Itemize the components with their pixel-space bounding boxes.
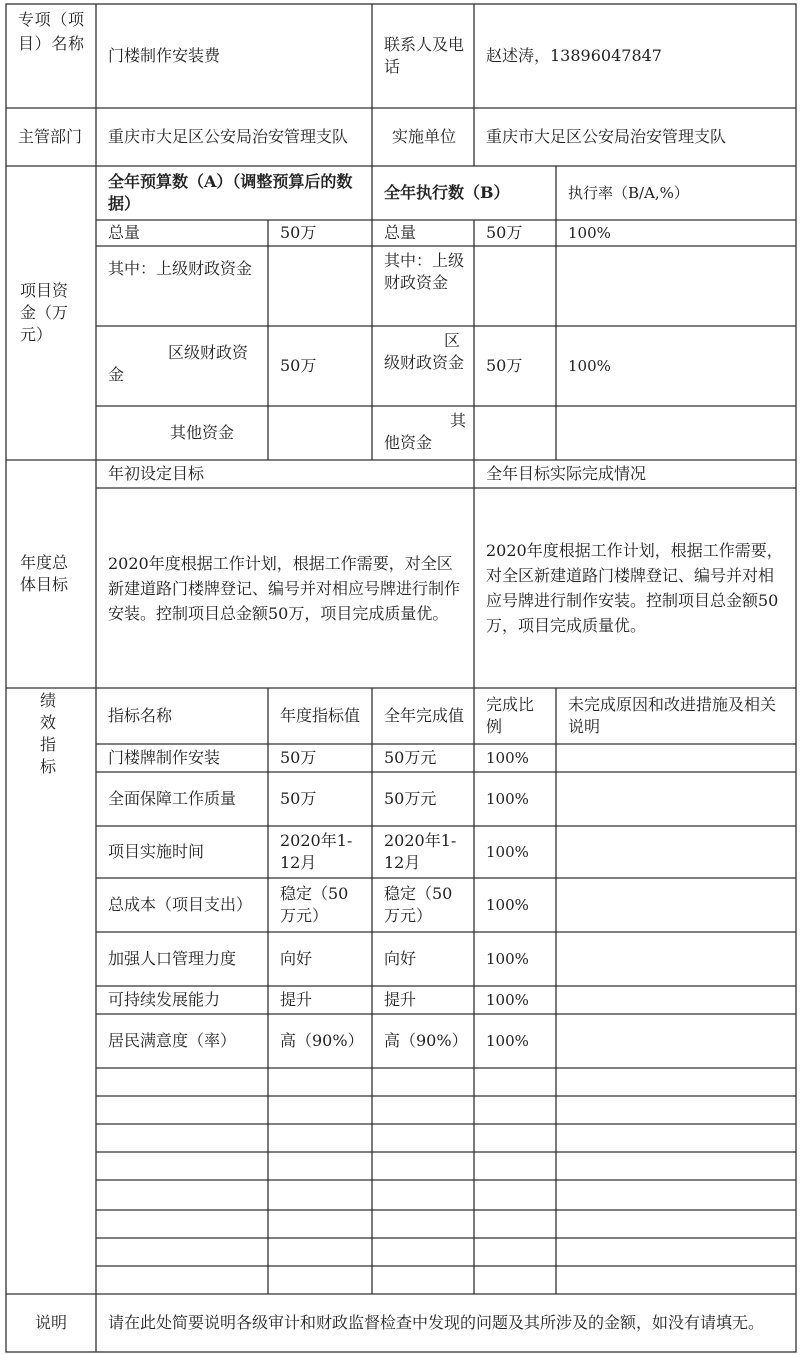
indicator-done: 提升 [384,990,417,1009]
funds-row-name: 其他资金 [170,423,235,442]
indicator-note [560,932,794,986]
funds-label: 项目资金（万元） [20,281,69,344]
funds-row-name: 总量 [108,223,141,242]
goals-set-header: 年初设定目标 [108,464,205,483]
funds-row-exec-name: 区级财政资金 [384,331,465,372]
indicators-label: 绩效指标 [40,691,57,776]
indicator-done: 高（90%） [384,1031,468,1050]
funds-row-exec-name: 总量 [384,223,417,242]
funds-row-name: 其中：上级财政资金 [108,259,253,278]
indicator-header-ratio: 完成比例 [486,695,535,736]
indicator-header-note: 未完成原因和改进措施及相关说明 [568,695,777,736]
indicator-ratio: 100% [486,790,529,808]
funds-row-budget: 50万 [280,223,317,242]
indicator-target: 2020年1-12月 [280,831,353,872]
indicator-name: 居民满意度（率） [108,1031,237,1050]
indicator-name: 加强人口管理力度 [108,949,237,968]
indicator-done: 50万元 [384,789,437,808]
indicator-header-done: 全年完成值 [384,706,465,725]
indicator-note [560,986,794,1014]
dept-label: 主管部门 [18,127,83,146]
funds-row-budget: 50万 [280,356,317,375]
indicator-name: 全面保障工作质量 [108,789,237,808]
indicator-note [560,744,794,772]
indicator-target: 50万 [280,748,317,767]
indicator-name: 项目实施时间 [108,842,205,861]
indicator-target: 提升 [280,990,313,1009]
funds-row-exec-name: 其中：上级财政资金 [384,251,465,292]
indicator-note [560,826,794,878]
indicator-done: 50万元 [384,748,437,767]
goals-actual-header: 全年目标实际完成情况 [486,464,647,483]
funds-row-exec [478,406,554,460]
funds-row-budget [272,246,370,326]
goals-set-text: 2020年度根据工作计划，根据工作需要，对全区新建道路门楼牌登记、编号并对相应号牌进行制作安装。控制项目总金额50万，项目完成质量优。 [108,553,461,623]
indicator-header-target: 年度指标值 [280,706,361,725]
indicator-name: 总成本（项目支出） [108,895,253,914]
indicator-target: 50万 [280,789,317,808]
dept-value: 重庆市大足区公安局治安管理支队 [108,127,349,146]
indicator-target: 向好 [280,949,313,968]
exec-header: 全年执行数（B） [384,183,510,202]
indicator-done: 向好 [384,949,417,968]
budget-header: 全年预算数（A）（调整预算后的数据） [108,172,353,213]
funds-row-exec [478,246,554,326]
indicator-ratio: 100% [486,950,529,968]
indicator-name: 可持续发展能力 [108,990,221,1009]
goals-label: 年度总体目标 [20,553,69,594]
impl-label: 实施单位 [391,127,456,146]
indicator-ratio: 100% [486,896,529,914]
project-name-label: 专项（项目）名称 [18,10,84,53]
funds-row-rate: 100% [568,224,611,242]
indicator-header-name: 指标名称 [108,706,173,725]
indicator-ratio: 100% [486,749,529,767]
funds-row-exec: 50万 [486,223,523,242]
indicator-ratio: 100% [486,991,529,1009]
funds-row-rate [560,246,794,326]
indicator-ratio: 100% [486,843,529,861]
funds-row-rate [560,406,794,460]
indicator-name: 门楼牌制作安装 [108,748,221,767]
indicator-ratio: 100% [486,1032,529,1050]
rate-header: 执行率（B/A,%） [568,184,689,202]
funds-row-name: 区级财政资金 [108,343,249,384]
indicator-note [560,772,794,826]
note-text: 请在此处简要说明各级审计和财政监督检查中发现的问题及其所涉及的金额，如没有请填无。 [108,1313,765,1332]
contact-label: 联系人及电话 [384,35,465,76]
indicator-note [560,878,794,932]
indicator-done: 2020年1-12月 [384,831,457,872]
indicator-target: 稳定（50万元） [280,884,349,925]
indicator-target: 高（90%） [280,1031,364,1050]
goals-actual-text: 2020年度根据工作计划，根据工作需要，对全区新建道路门楼牌登记、编号并对相应号牌进行制作安装。控制项目总金额50万，项目完成质量优。 [486,541,783,635]
indicator-note [560,1014,794,1068]
funds-row-exec: 50万 [486,356,523,375]
funds-row-budget [272,406,370,460]
contact-value: 赵述涛，13896047847 [486,46,662,65]
funds-row-exec-name: 其他资金 [384,411,467,452]
indicator-done: 稳定（50万元） [384,884,453,925]
note-label: 说明 [34,1313,67,1332]
funds-row-rate: 100% [568,357,611,375]
impl-value: 重庆市大足区公安局治安管理支队 [486,127,727,146]
project-name-value: 门楼制作安装费 [108,46,221,65]
